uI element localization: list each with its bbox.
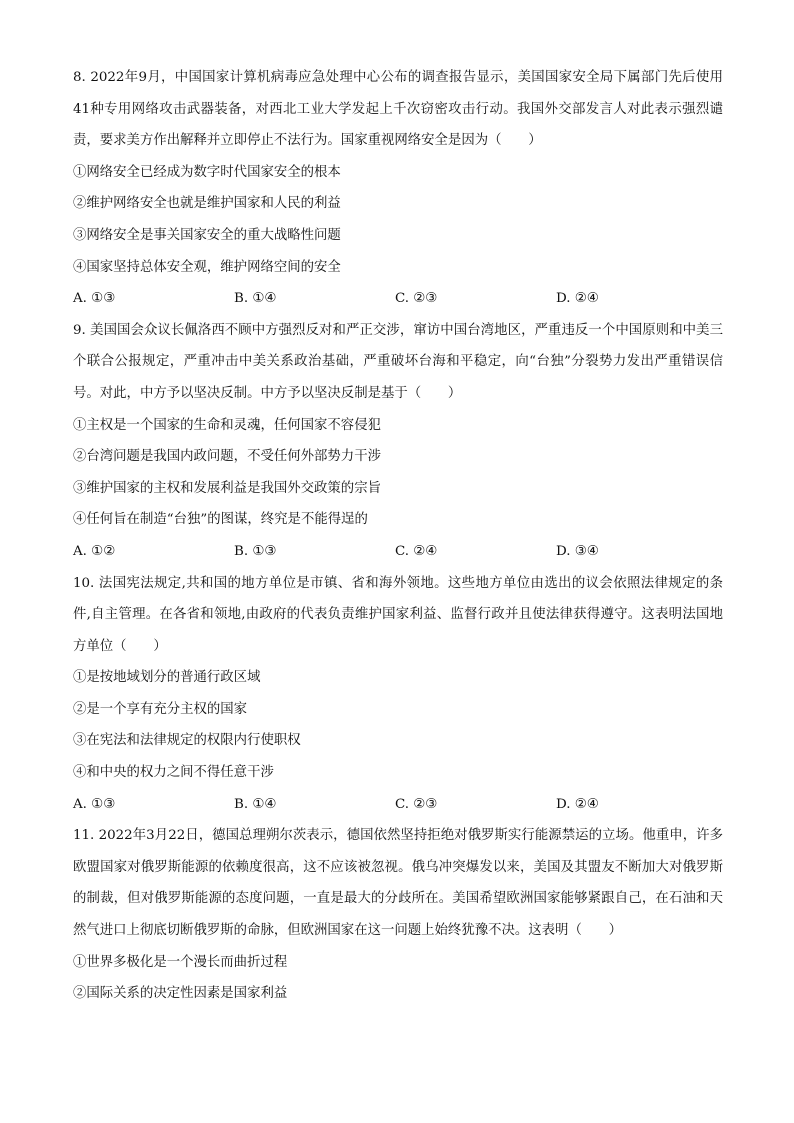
choice-c: C. ②③ [395, 291, 438, 307]
statement-1: ①是按地域划分的普通行政区域 [73, 670, 261, 686]
question-10 [73, 568, 723, 821]
question-11 [73, 820, 723, 1010]
question-stem: 8. 2022年9月，中国国家计算机病毒应急处理中心公布的调查报告显示，美国国家安全局下属部门先后使用41种专用网络攻击武器装备，对西北工业大学发起上千次窃密攻击行动。我国外交部发言人对此表示强烈谴责，要求美方作出解释并立即停止不法行为。国家重视网络安全是因为（ ） [73, 70, 723, 149]
statement-4: ④任何旨在制造“台独”的图谋，终究是不能得逞的 [73, 512, 368, 528]
question-9 [73, 315, 723, 568]
statement-1: ①网络安全已经成为数字时代国家安全的根本 [73, 164, 341, 180]
choice-b: B. ①④ [234, 796, 277, 812]
statement-3: ③网络安全是事关国家安全的重大战略性问题 [73, 227, 341, 243]
statement-2: ②国际关系的决定性因素是国家利益 [73, 986, 288, 1002]
statement-1: ①主权是一个国家的生命和灵魂，任何国家不容侵犯 [73, 417, 381, 433]
answer-choices [73, 536, 723, 568]
choice-c: C. ②④ [395, 543, 438, 559]
statement-2: ②维护网络安全也就是维护国家和人民的利益 [73, 196, 341, 212]
choice-d: D. ②④ [556, 796, 599, 812]
question-8 [73, 62, 723, 315]
choice-a: A. ①③ [73, 796, 116, 812]
choice-a: A. ①② [73, 543, 116, 559]
statement-3: ③在宪法和法律规定的权限内行使职权 [73, 733, 301, 749]
statement-2: ②是一个享有充分主权的国家 [73, 701, 248, 717]
question-list [73, 62, 723, 1010]
choice-b: B. ①③ [234, 543, 277, 559]
choice-a: A. ①③ [73, 291, 116, 307]
statement-1: ①世界多极化是一个漫长而曲折过程 [73, 954, 288, 970]
statement-4: ④和中央的权力之间不得任意干涉 [73, 765, 274, 781]
question-stem: 11. 2022年3月22日，德国总理朔尔茨表示，德国依然坚持拒绝对俄罗斯实行能源禁运的立场。他重申，许多欧盟国家对俄罗斯能源的依赖度很高，这不应该被忽视。俄乌冲突爆发以来，美国及其盟友不断加大对俄罗斯的制裁，但对俄罗斯能源的态度问题，一直是最大的分歧所在。美国希望欧洲国家能够紧跟自己，在石油和天然气进口上彻底切断俄罗斯的命脉，但欧洲国家在这一问题上始终犹豫不决。这表明（ ） [73, 828, 723, 939]
answer-choices [73, 283, 723, 315]
statement-2: ②台湾问题是我国内政问题，不受任何外部势力干涉 [73, 449, 381, 465]
question-stem: 9. 美国国会众议长佩洛西不顾中方强烈反对和严正交涉，窜访中国台湾地区，严重违反一个中国原则和中美三个联合公报规定，严重冲击中美关系政治基础，严重破坏台海和平稳定，向“台独”分裂势力发出严重错误信号。对此，中方予以坚决反制。中方予以坚决反制是基于（ ） [73, 322, 723, 401]
choice-d: D. ③④ [556, 543, 599, 559]
statement-3: ③维护国家的主权和发展利益是我国外交政策的宗旨 [73, 480, 381, 496]
answer-choices [73, 789, 723, 821]
choice-d: D. ②④ [556, 291, 599, 307]
choice-b: B. ①④ [234, 291, 277, 307]
choice-c: C. ②③ [395, 796, 438, 812]
question-stem: 10. 法国宪法规定,共和国的地方单位是市镇、省和海外领地。这些地方单位由选出的议会依照法律规定的条件,自主管理。在各省和领地,由政府的代表负责维护国家利益、监督行政并且使法律获得遵守。这表明法国地方单位（ ） [73, 575, 723, 654]
statement-4: ④国家坚持总体安全观，维护网络空间的安全 [73, 259, 341, 275]
